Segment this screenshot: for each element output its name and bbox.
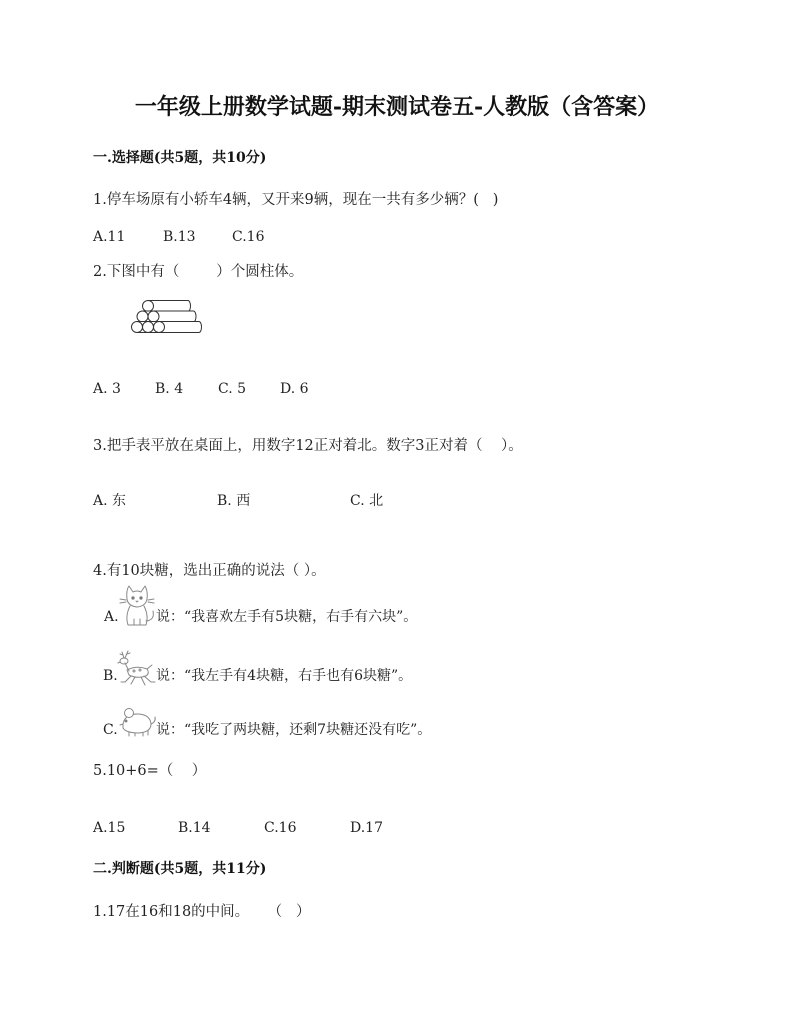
deer-icon <box>117 648 157 690</box>
choice-label: C. <box>103 722 118 738</box>
choice-text: 说：“我吃了两块糖，还剩7块糖还没有吃”。 <box>156 722 432 738</box>
option-c: C.16 <box>232 229 265 245</box>
choice-text: 说：“我左手有4块糖，右手也有6块糖”。 <box>156 668 413 684</box>
option-a: A. 3 <box>93 381 121 397</box>
option-b: B. 西 <box>217 493 251 509</box>
option-a: A.11 <box>93 229 126 245</box>
choice-label: B. <box>103 668 118 684</box>
question-stem: 5.10+6=（ ） <box>93 763 207 779</box>
option-d: D.17 <box>350 820 383 836</box>
question-stem: 3.把手表平放在桌面上，用数字12正对着北。数字3正对着（ ）。 <box>93 438 523 454</box>
option-d: D. 6 <box>280 381 309 397</box>
cat-icon <box>117 584 157 628</box>
option-b: B.14 <box>178 820 211 836</box>
option-c: C. 5 <box>218 381 247 397</box>
question-stem: 2.下图中有（ ）个圆柱体。 <box>93 264 304 280</box>
choice-text: 说：“我喜欢左手有5块糖，右手有六块”。 <box>156 609 418 625</box>
page-title: 一年级上册数学试题-期末测试卷五-人教版（含答案） <box>134 94 660 120</box>
cylinder-stack-figure <box>128 298 204 336</box>
mouse-icon <box>117 706 157 738</box>
section-heading: 二.判断题(共5题，共11分) <box>93 861 267 877</box>
question-stem: 1.停车场原有小轿车4辆，又开来9辆，现在一共有多少辆？( ) <box>93 192 499 208</box>
option-c: C.16 <box>264 820 297 836</box>
option-c: C. 北 <box>350 493 384 509</box>
choice-label: A. <box>104 609 119 625</box>
question-stem: 1.17在16和18的中间。 （ ） <box>93 904 311 920</box>
option-b: B. 4 <box>155 381 184 397</box>
section-heading: 一.选择题(共5题，共10分) <box>93 150 267 166</box>
option-a: A. 东 <box>93 493 127 509</box>
option-a: A.15 <box>93 820 126 836</box>
option-b: B.13 <box>163 229 196 245</box>
question-stem: 4.有10块糖，选出正确的说法（ ）。 <box>93 563 326 579</box>
